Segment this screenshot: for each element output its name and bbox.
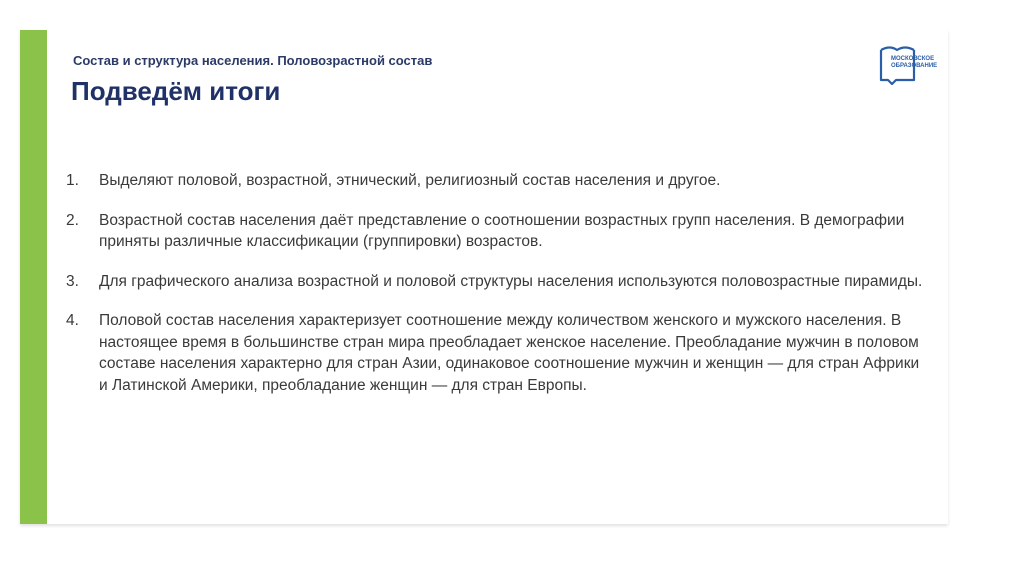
accent-bar	[20, 30, 47, 524]
list-item-number: 2.	[66, 211, 79, 229]
list-item-number: 4.	[66, 312, 79, 329]
logo-text-line2: ОБРАЗОВАНИЕ	[891, 63, 938, 69]
list-item-number: 1.	[66, 172, 79, 189]
list-item	[66, 310, 926, 396]
list-item	[66, 210, 926, 253]
logo-text-line1: МОСКОВСКОЕ	[891, 56, 935, 62]
list-item-text: Выделяют половой, возрастной, этнический, религиозный состав населения и другое.	[99, 172, 721, 189]
list-item	[66, 271, 926, 293]
list-item-text: Возрастной состав населения даёт представление о соотношении возрастных групп населения. В демографии приняты различные классификации (группировки) возрастов.	[99, 211, 905, 250]
list-item-number: 3.	[66, 272, 79, 290]
logo-text	[891, 56, 937, 70]
slide-title: Подведём итоги	[71, 76, 281, 106]
moscow-education-logo	[878, 44, 948, 86]
slide	[20, 30, 948, 524]
list-item	[66, 170, 926, 192]
slide-subtitle: Состав и структура населения. Половозрастной состав	[73, 53, 433, 68]
summary-list	[66, 170, 926, 414]
list-item-text: Половой состав населения характеризует соотношение между количеством женского и мужского населения. В настоящее время в большинстве стран мира преобладает женское население. Преобладание мужчин в половом составе населения характерно для стран Азии, одинаковое соотношение мужчин и женщин — для стран Африки и Латинской Америки, преобладание женщин — для стран Европы.	[99, 312, 920, 394]
list-item-text: Для графического анализа возрастной и половой структуры населения используются половозрастные пирамиды.	[99, 272, 923, 290]
